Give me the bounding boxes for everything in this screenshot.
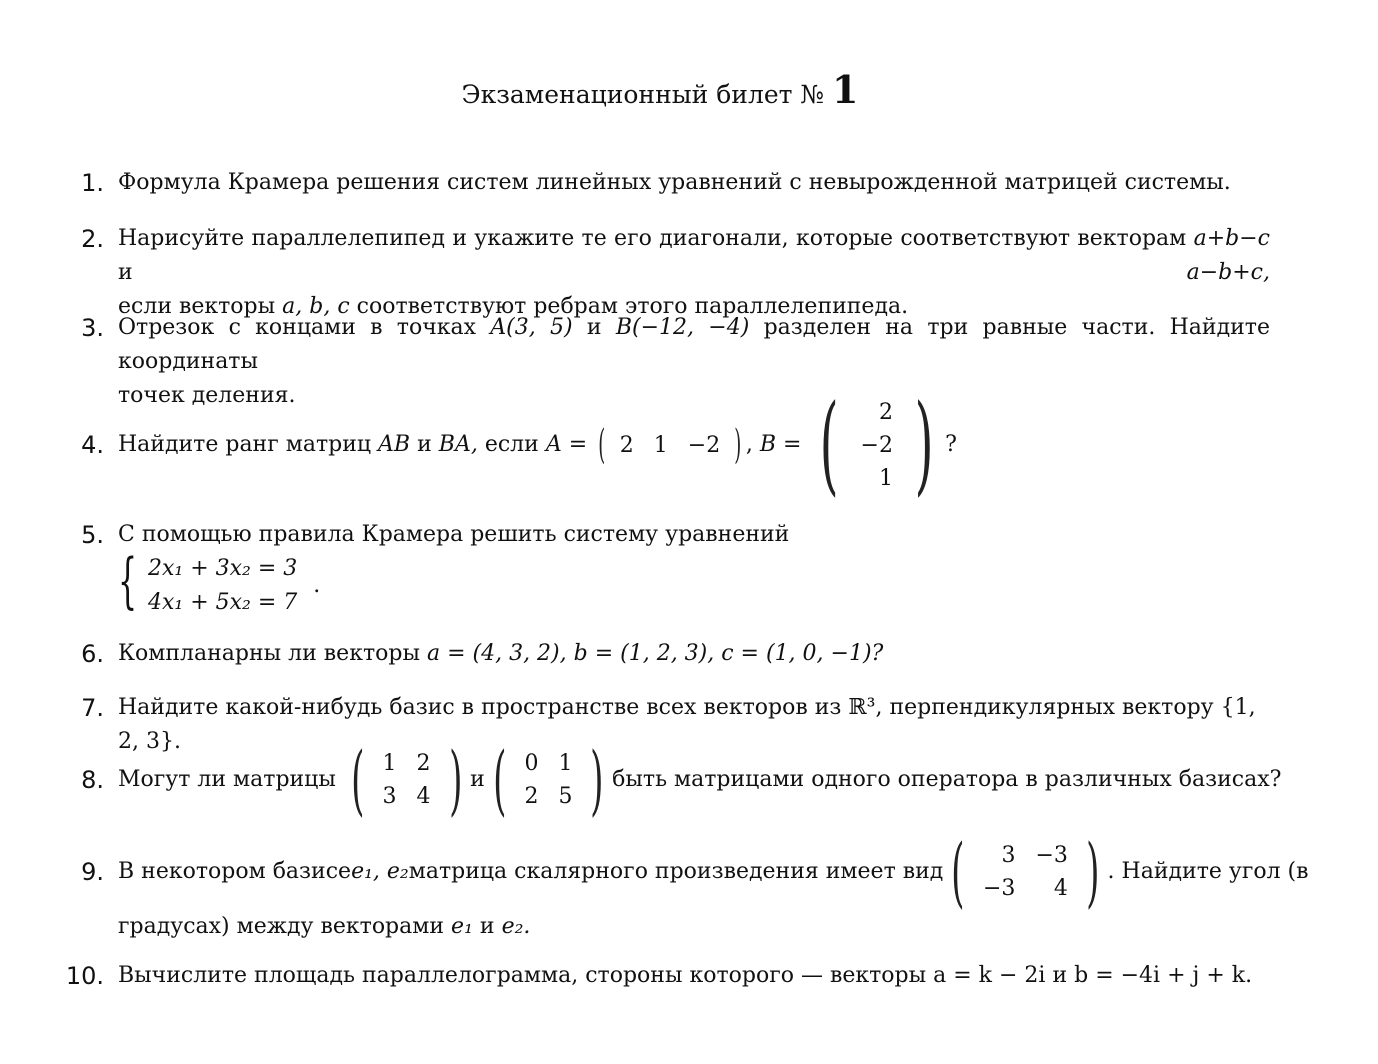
- right-paren-icon: ): [1086, 827, 1100, 916]
- math-expr: A =: [545, 432, 588, 457]
- right-paren-icon: ): [734, 422, 742, 468]
- text-run: Найдите какой-нибудь базис в пространстве всех векторов из: [118, 695, 842, 720]
- matrix-a: [594, 422, 746, 468]
- text-run: и: [470, 767, 485, 792]
- left-paren-icon: (: [819, 382, 839, 507]
- matrix-m1: [343, 735, 470, 824]
- text-run: если векторы: [118, 294, 276, 319]
- text-run: ?: [945, 432, 957, 457]
- text-run: ,: [745, 432, 753, 457]
- left-paren-icon: (: [598, 422, 606, 468]
- math-expr: B(−12, −4): [615, 315, 750, 340]
- left-paren-icon: (: [951, 827, 965, 916]
- text-run: С помощью правила Крамера решить систему уравнений: [118, 522, 790, 547]
- text-run: матрица скалярного произведения имеет вид: [408, 859, 944, 884]
- question-text: [118, 518, 1270, 620]
- matrix-cell: 2: [878, 399, 893, 425]
- question-number: 5.: [81, 521, 104, 549]
- question-number: 7.: [81, 694, 104, 722]
- math-expr: AB: [378, 432, 411, 457]
- question-text: [118, 827, 1309, 944]
- text-run: и: [479, 914, 495, 939]
- math-expr: {1, 2, 3}.: [118, 695, 1256, 754]
- matrix-b: [808, 382, 945, 507]
- equation: 2x₁ + 3x₂ = 3: [148, 556, 298, 581]
- matrix-cell: 4: [416, 784, 431, 809]
- matrix-cell: 1: [878, 465, 893, 491]
- equation: 4x₁ + 5x₂ = 7: [148, 590, 298, 615]
- matrix-cell: 0: [524, 751, 539, 776]
- page-title: [0, 66, 1320, 119]
- right-paren-icon: ): [590, 735, 604, 824]
- title-text: Экзаменационный билет №: [461, 80, 825, 109]
- question-number: 8.: [81, 766, 104, 794]
- math-expr: e₂.: [501, 914, 531, 939]
- text-run: Отрезок с концами в точках: [118, 315, 477, 340]
- matrix-cell: −2: [860, 432, 893, 458]
- question-text: [118, 959, 1270, 993]
- math-expr: b = −4i + j + k.: [1074, 963, 1253, 988]
- text-run: Вычислите площадь параллелограмма, стороны которого — векторы: [118, 963, 927, 988]
- matrix-cell: 3: [382, 784, 397, 809]
- matrix-cell: 1: [382, 751, 397, 776]
- matrix-cell: 1: [653, 432, 668, 458]
- text-run: Могут ли матрицы: [118, 767, 336, 792]
- math-expr: B =: [759, 432, 802, 457]
- text-run: и: [417, 432, 432, 457]
- matrix-cell: 2: [524, 784, 539, 809]
- left-brace-icon: {: [118, 546, 138, 616]
- matrix-cell: 3: [1001, 843, 1016, 868]
- matrix-cell: 5: [558, 784, 573, 809]
- question-number: 10.: [65, 962, 104, 990]
- ticket-number: 1: [832, 67, 859, 112]
- matrix-cell: 1: [558, 751, 573, 776]
- math-expr: a = k − 2i: [933, 963, 1046, 988]
- matrix-cell: −2: [687, 432, 721, 458]
- gram-matrix: [943, 827, 1107, 916]
- question-number: 3.: [81, 314, 104, 342]
- question-text: [118, 637, 1270, 671]
- text-run: если: [484, 432, 539, 457]
- question-text: [118, 382, 1270, 507]
- question-text: Формула Крамера решения систем линейных уравнений с невырожденной матрицей системы.: [118, 170, 1231, 195]
- text-run: соответствуют ребрам этого параллелепипеда.: [356, 294, 909, 319]
- text-run: разделен на три равные части. Найдите координаты: [118, 315, 1270, 374]
- math-expr: ℝ³: [848, 695, 876, 720]
- math-expr: e₁: [451, 914, 473, 939]
- text-run: точек деления.: [118, 383, 296, 408]
- text-run: . Найдите угол (в: [1107, 859, 1309, 884]
- matrix-cell: −3: [983, 876, 1016, 901]
- matrix-cell: 4: [1053, 876, 1068, 901]
- question-number: 2.: [81, 225, 104, 253]
- text-run: Компланарны ли векторы: [118, 641, 420, 666]
- left-paren-icon: (: [350, 735, 365, 824]
- matrix-m2: [485, 735, 612, 824]
- text-run: и: [118, 260, 133, 285]
- equation-system: [118, 546, 298, 620]
- text-run: и: [1052, 963, 1068, 988]
- text-run: и: [586, 315, 602, 340]
- text-run: Нарисуйте параллелепипед и укажите те его диагонали, которые соответствуют векторам: [118, 226, 1187, 251]
- math-expr: a−b+c,: [1186, 260, 1270, 285]
- right-paren-icon: ): [448, 735, 463, 824]
- matrix-cell: 2: [619, 432, 634, 458]
- text-run: В некотором базисе: [118, 859, 352, 884]
- text-run: градусах) между векторами: [118, 914, 445, 939]
- text-run: .: [313, 573, 321, 598]
- question-text: [118, 735, 1282, 824]
- text-run: Найдите ранг матриц: [118, 432, 372, 457]
- math-expr: a, b, c: [282, 294, 350, 319]
- math-expr: a+b−c: [1193, 226, 1270, 251]
- question-text: [118, 222, 1270, 324]
- left-paren-icon: (: [492, 735, 507, 824]
- right-paren-icon: ): [914, 382, 934, 507]
- question-number: 9.: [81, 858, 104, 886]
- math-expr: e₁, e₂: [351, 859, 409, 884]
- question-number: 4.: [81, 431, 104, 459]
- matrix-cell: −3: [1035, 843, 1068, 868]
- text-run: , перпендикулярных вектору: [875, 695, 1214, 720]
- text-run: быть матрицами одного оператора в различных базисах?: [612, 767, 1282, 792]
- question-number: 6.: [81, 640, 104, 668]
- matrix-cell: 2: [416, 751, 431, 776]
- math-expr: a = (4, 3, 2), b = (1, 2, 3), c = (1, 0, −1)?: [426, 641, 884, 666]
- math-expr: BA,: [438, 432, 478, 457]
- math-expr: A(3, 5): [490, 315, 573, 340]
- question-number: 1.: [81, 169, 104, 197]
